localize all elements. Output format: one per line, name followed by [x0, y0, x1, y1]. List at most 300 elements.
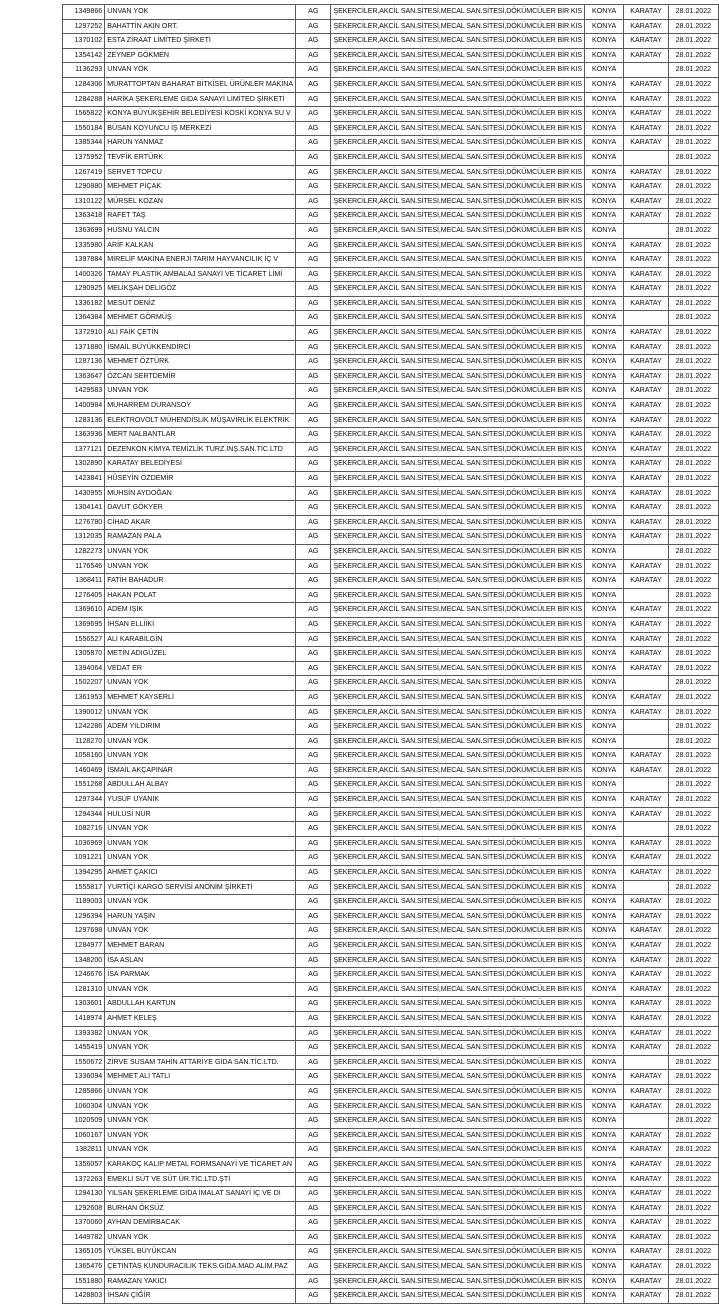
cell-date[interactable]: 28.01.2022 — [668, 749, 718, 764]
cell-name[interactable]: UNVAN YOK — [105, 822, 296, 837]
cell-id[interactable]: 1176546 — [63, 559, 105, 574]
cell-id[interactable]: 1060167 — [63, 1128, 105, 1143]
cell-date[interactable]: 28.01.2022 — [668, 136, 718, 151]
cell-id[interactable]: 1385344 — [63, 136, 105, 151]
cell-id[interactable]: 1354142 — [63, 48, 105, 63]
table-row[interactable] — [63, 1084, 719, 1099]
cell-type[interactable]: AG — [296, 1230, 331, 1245]
cell-id[interactable]: 1365105 — [63, 1245, 105, 1260]
cell-date[interactable]: 28.01.2022 — [668, 647, 718, 662]
cell-date[interactable]: 28.01.2022 — [668, 413, 718, 428]
cell-district[interactable]: KARATAY — [624, 617, 669, 632]
table-row[interactable] — [63, 282, 719, 297]
table-row[interactable] — [63, 1201, 719, 1216]
table-row[interactable] — [63, 851, 719, 866]
cell-date[interactable]: 28.01.2022 — [668, 661, 718, 676]
cell-address[interactable]: ŞEKERCİLER,AKCİL SAN.SİTESİ,MECAL SAN.SİTESİ,DÖKÜMCÜLER BİR KIS — [331, 778, 585, 793]
cell-type[interactable]: AG — [296, 48, 331, 63]
cell-district[interactable] — [624, 63, 669, 78]
cell-district[interactable]: KARATAY — [624, 1084, 669, 1099]
cell-city[interactable]: KONYA — [585, 939, 624, 954]
cell-date[interactable]: 28.01.2022 — [668, 982, 718, 997]
cell-name[interactable]: HAKAN POLAT — [105, 588, 296, 603]
cell-name[interactable]: KONYA BÜYÜKŞEHİR BELEDİYESİ KOSKİ KONYA SU V — [105, 107, 296, 122]
table-row[interactable] — [63, 690, 719, 705]
cell-id[interactable]: 1400326 — [63, 267, 105, 282]
cell-district[interactable]: KARATAY — [624, 1026, 669, 1041]
cell-type[interactable]: AG — [296, 442, 331, 457]
cell-id[interactable]: 1394064 — [63, 661, 105, 676]
cell-type[interactable]: AG — [296, 1055, 331, 1070]
table-row[interactable] — [63, 1041, 719, 1056]
cell-type[interactable]: AG — [296, 617, 331, 632]
cell-name[interactable]: BURHAN ÖKSÜZ — [105, 1201, 296, 1216]
cell-district[interactable]: KARATAY — [624, 136, 669, 151]
cell-district[interactable]: KARATAY — [624, 428, 669, 443]
cell-district[interactable] — [624, 676, 669, 691]
cell-id[interactable]: 1370102 — [63, 34, 105, 49]
cell-city[interactable]: KONYA — [585, 1216, 624, 1231]
cell-id[interactable]: 1290880 — [63, 180, 105, 195]
cell-city[interactable]: KONYA — [585, 399, 624, 414]
cell-district[interactable]: KARATAY — [624, 661, 669, 676]
cell-type[interactable]: AG — [296, 1157, 331, 1172]
cell-city[interactable]: KONYA — [585, 107, 624, 122]
cell-address[interactable]: ŞEKERCİLER,AKCİL SAN.SİTESİ,MECAL SAN.SİTESİ,DÖKÜMCÜLER BİR KIS — [331, 501, 585, 516]
table-row[interactable] — [63, 136, 719, 151]
cell-type[interactable]: AG — [296, 472, 331, 487]
cell-id[interactable]: 1550184 — [63, 121, 105, 136]
cell-name[interactable]: ABDULLAH KARTUN — [105, 997, 296, 1012]
cell-type[interactable]: AG — [296, 632, 331, 647]
cell-date[interactable]: 28.01.2022 — [668, 880, 718, 895]
cell-district[interactable]: KARATAY — [624, 1230, 669, 1245]
cell-id[interactable]: 1555817 — [63, 880, 105, 895]
cell-type[interactable]: AG — [296, 807, 331, 822]
cell-type[interactable]: AG — [296, 369, 331, 384]
cell-date[interactable]: 28.01.2022 — [668, 1084, 718, 1099]
cell-city[interactable]: KONYA — [585, 180, 624, 195]
cell-address[interactable]: ŞEKERCİLER,AKCİL SAN.SİTESİ,MECAL SAN.SİTESİ,DÖKÜMCÜLER BİR KIS — [331, 1128, 585, 1143]
cell-id[interactable]: 1294130 — [63, 1187, 105, 1202]
cell-district[interactable]: KARATAY — [624, 267, 669, 282]
cell-address[interactable]: ŞEKERCİLER,AKCİL SAN.SİTESİ,MECAL SAN.SİTESİ,DÖKÜMCÜLER BİR KIS — [331, 807, 585, 822]
cell-address[interactable]: ŞEKERCİLER,AKCİL SAN.SİTESİ,MECAL SAN.SİTESİ,DÖKÜMCÜLER BİR KIS — [331, 836, 585, 851]
table-row[interactable] — [63, 399, 719, 414]
table-row[interactable] — [63, 253, 719, 268]
cell-city[interactable]: KONYA — [585, 1041, 624, 1056]
cell-type[interactable]: AG — [296, 997, 331, 1012]
cell-district[interactable]: KARATAY — [624, 399, 669, 414]
table-row[interactable] — [63, 501, 719, 516]
cell-district[interactable]: KARATAY — [624, 968, 669, 983]
cell-address[interactable]: ŞEKERCİLER,AKCİL SAN.SİTESİ,MECAL SAN.SİTESİ,DÖKÜMCÜLER BİR KIS — [331, 384, 585, 399]
cell-name[interactable]: HARİKA ŞEKERLEME GIDA SANAYİ LİMİTED ŞİRKETİ — [105, 92, 296, 107]
cell-type[interactable]: AG — [296, 1041, 331, 1056]
cell-name[interactable]: DEZENKON KİMYA TEMİZLİK TURZ.İNŞ.SAN.TİC.LTD — [105, 442, 296, 457]
cell-district[interactable]: KARATAY — [624, 1274, 669, 1289]
cell-address[interactable]: ŞEKERCİLER,AKCİL SAN.SİTESİ,MECAL SAN.SİTESİ,DÖKÜMCÜLER BİR KIS — [331, 92, 585, 107]
cell-city[interactable]: KONYA — [585, 253, 624, 268]
cell-type[interactable]: AG — [296, 413, 331, 428]
cell-date[interactable]: 28.01.2022 — [668, 515, 718, 530]
cell-city[interactable]: KONYA — [585, 369, 624, 384]
table-row[interactable] — [63, 866, 719, 881]
cell-id[interactable]: 1036969 — [63, 836, 105, 851]
table-row[interactable] — [63, 1245, 719, 1260]
cell-id[interactable]: 1294344 — [63, 807, 105, 822]
cell-type[interactable]: AG — [296, 1216, 331, 1231]
cell-name[interactable]: ARİF KALKAN — [105, 238, 296, 253]
table-row[interactable] — [63, 355, 719, 370]
cell-id[interactable]: 1400984 — [63, 399, 105, 414]
table-row[interactable] — [63, 968, 719, 983]
cell-city[interactable]: KONYA — [585, 194, 624, 209]
cell-address[interactable]: ŞEKERCİLER,AKCİL SAN.SİTESİ,MECAL SAN.SİTESİ,DÖKÜMCÜLER BİR KIS — [331, 238, 585, 253]
cell-type[interactable]: AG — [296, 5, 331, 20]
cell-type[interactable]: AG — [296, 851, 331, 866]
cell-city[interactable]: KONYA — [585, 1157, 624, 1172]
cell-address[interactable]: ŞEKERCİLER,AKCİL SAN.SİTESİ,MECAL SAN.SİTESİ,DÖKÜMCÜLER BİR KIS — [331, 1084, 585, 1099]
cell-city[interactable]: KONYA — [585, 5, 624, 20]
cell-address[interactable]: ŞEKERCİLER,AKCİL SAN.SİTESİ,MECAL SAN.SİTESİ,DÖKÜMCÜLER BİR KIS — [331, 399, 585, 414]
cell-city[interactable]: KONYA — [585, 1230, 624, 1245]
table-row[interactable] — [63, 238, 719, 253]
cell-date[interactable]: 28.01.2022 — [668, 1172, 718, 1187]
cell-name[interactable]: ALİ FAİK ÇETİN — [105, 326, 296, 341]
cell-name[interactable]: SERVET TOPCU — [105, 165, 296, 180]
cell-type[interactable]: AG — [296, 384, 331, 399]
cell-name[interactable]: MİRELİF MAKİNA ENERJİ TARIM HAYVANCILIK İÇ V — [105, 253, 296, 268]
cell-date[interactable]: 28.01.2022 — [668, 150, 718, 165]
cell-district[interactable]: KARATAY — [624, 632, 669, 647]
cell-id[interactable]: 1060304 — [63, 1099, 105, 1114]
cell-date[interactable]: 28.01.2022 — [668, 997, 718, 1012]
cell-id[interactable]: 1284977 — [63, 939, 105, 954]
cell-type[interactable]: AG — [296, 559, 331, 574]
cell-id[interactable]: 1397884 — [63, 253, 105, 268]
cell-name[interactable]: HARUN YAŞIN — [105, 909, 296, 924]
table-row[interactable] — [63, 1260, 719, 1275]
cell-name[interactable]: UNVAN YOK — [105, 63, 296, 78]
table-row[interactable] — [63, 107, 719, 122]
table-row[interactable] — [63, 180, 719, 195]
cell-date[interactable]: 28.01.2022 — [668, 1041, 718, 1056]
cell-type[interactable]: AG — [296, 136, 331, 151]
cell-name[interactable]: MEHMET PIÇAK — [105, 180, 296, 195]
cell-district[interactable]: KARATAY — [624, 384, 669, 399]
cell-address[interactable]: ŞEKERCİLER,AKCİL SAN.SİTESİ,MECAL SAN.SİTESİ,DÖKÜMCÜLER BİR KIS — [331, 428, 585, 443]
cell-address[interactable]: ŞEKERCİLER,AKCİL SAN.SİTESİ,MECAL SAN.SİTESİ,DÖKÜMCÜLER BİR KIS — [331, 939, 585, 954]
cell-name[interactable]: UNVAN YOK — [105, 705, 296, 720]
cell-date[interactable]: 28.01.2022 — [668, 428, 718, 443]
cell-address[interactable]: ŞEKERCİLER,AKCİL SAN.SİTESİ,MECAL SAN.SİTESİ,DÖKÜMCÜLER BİR KIS — [331, 1055, 585, 1070]
cell-city[interactable]: KONYA — [585, 793, 624, 808]
table-row[interactable] — [63, 223, 719, 238]
cell-type[interactable]: AG — [296, 223, 331, 238]
table-row[interactable] — [63, 1070, 719, 1085]
cell-date[interactable]: 28.01.2022 — [668, 165, 718, 180]
cell-city[interactable]: KONYA — [585, 530, 624, 545]
cell-district[interactable]: KARATAY — [624, 253, 669, 268]
cell-name[interactable]: ADEM YILDIRIM — [105, 720, 296, 735]
table-row[interactable] — [63, 647, 719, 662]
cell-name[interactable]: MUHARREM DURANSOY — [105, 399, 296, 414]
cell-district[interactable] — [624, 880, 669, 895]
cell-type[interactable]: AG — [296, 486, 331, 501]
cell-date[interactable]: 28.01.2022 — [668, 399, 718, 414]
cell-name[interactable]: MEHMET GÖRMÜŞ — [105, 311, 296, 326]
cell-type[interactable]: AG — [296, 355, 331, 370]
cell-type[interactable]: AG — [296, 1172, 331, 1187]
cell-date[interactable]: 28.01.2022 — [668, 223, 718, 238]
table-row[interactable] — [63, 457, 719, 472]
cell-name[interactable]: MURATTOPTAN BAHARAT BİTKİSEL ÜRÜNLER MAKİNA — [105, 77, 296, 92]
cell-id[interactable]: 1372910 — [63, 326, 105, 341]
cell-name[interactable]: UNVAN YOK — [105, 1026, 296, 1041]
cell-district[interactable]: KARATAY — [624, 530, 669, 545]
cell-address[interactable]: ŞEKERCİLER,AKCİL SAN.SİTESİ,MECAL SAN.SİTESİ,DÖKÜMCÜLER BİR KIS — [331, 822, 585, 837]
cell-city[interactable]: KONYA — [585, 428, 624, 443]
table-row[interactable] — [63, 369, 719, 384]
cell-id[interactable]: 1551880 — [63, 1274, 105, 1289]
cell-id[interactable]: 1455419 — [63, 1041, 105, 1056]
cell-district[interactable]: KARATAY — [624, 121, 669, 136]
cell-type[interactable]: AG — [296, 63, 331, 78]
cell-id[interactable]: 1296394 — [63, 909, 105, 924]
cell-city[interactable]: KONYA — [585, 515, 624, 530]
cell-name[interactable]: AHMET KELEŞ — [105, 1011, 296, 1026]
cell-name[interactable]: YÜKSEL BÜYÜKCAN — [105, 1245, 296, 1260]
cell-name[interactable]: İHSAN ÇİĞİR — [105, 1289, 296, 1304]
cell-type[interactable]: AG — [296, 647, 331, 662]
cell-address[interactable]: ŞEKERCİLER,AKCİL SAN.SİTESİ,MECAL SAN.SİTESİ,DÖKÜMCÜLER BİR KIS — [331, 982, 585, 997]
cell-type[interactable]: AG — [296, 1143, 331, 1158]
cell-district[interactable]: KARATAY — [624, 1157, 669, 1172]
cell-date[interactable]: 28.01.2022 — [668, 92, 718, 107]
cell-date[interactable]: 28.01.2022 — [668, 457, 718, 472]
cell-type[interactable]: AG — [296, 1128, 331, 1143]
cell-date[interactable]: 28.01.2022 — [668, 1245, 718, 1260]
cell-address[interactable]: ŞEKERCİLER,AKCİL SAN.SİTESİ,MECAL SAN.SİTESİ,DÖKÜMCÜLER BİR KIS — [331, 690, 585, 705]
cell-address[interactable]: ŞEKERCİLER,AKCİL SAN.SİTESİ,MECAL SAN.SİTESİ,DÖKÜMCÜLER BİR KIS — [331, 617, 585, 632]
cell-district[interactable]: KARATAY — [624, 486, 669, 501]
cell-date[interactable]: 28.01.2022 — [668, 1099, 718, 1114]
cell-city[interactable]: KONYA — [585, 1026, 624, 1041]
table-row[interactable] — [63, 1230, 719, 1245]
cell-city[interactable]: KONYA — [585, 720, 624, 735]
cell-date[interactable]: 28.01.2022 — [668, 953, 718, 968]
cell-name[interactable]: HUSNU YALCIN — [105, 223, 296, 238]
cell-district[interactable]: KARATAY — [624, 1245, 669, 1260]
cell-id[interactable]: 1418974 — [63, 1011, 105, 1026]
cell-city[interactable]: KONYA — [585, 1084, 624, 1099]
cell-id[interactable]: 1349866 — [63, 5, 105, 20]
cell-type[interactable]: AG — [296, 763, 331, 778]
cell-name[interactable]: KARATAY BELEDİYESİ — [105, 457, 296, 472]
cell-district[interactable]: KARATAY — [624, 238, 669, 253]
cell-type[interactable]: AG — [296, 515, 331, 530]
cell-city[interactable]: KONYA — [585, 355, 624, 370]
cell-city[interactable]: KONYA — [585, 588, 624, 603]
cell-name[interactable]: UNVAN YOK — [105, 851, 296, 866]
cell-id[interactable]: 1242286 — [63, 720, 105, 735]
cell-type[interactable]: AG — [296, 267, 331, 282]
cell-name[interactable]: UNVAN YOK — [105, 982, 296, 997]
cell-name[interactable]: İSA PARMAK — [105, 968, 296, 983]
cell-name[interactable]: YUSUF UYANIK — [105, 793, 296, 808]
cell-type[interactable]: AG — [296, 588, 331, 603]
cell-name[interactable]: ZİRVE SUSAM TAHİN ATTARİYE GIDA SAN.TİC.LTD. — [105, 1055, 296, 1070]
cell-name[interactable]: MÜRSEL KOZAN — [105, 194, 296, 209]
table-row[interactable] — [63, 836, 719, 851]
table-row[interactable] — [63, 749, 719, 764]
cell-address[interactable]: ŞEKERCİLER,AKCİL SAN.SİTESİ,MECAL SAN.SİTESİ,DÖKÜMCÜLER BİR KIS — [331, 1274, 585, 1289]
cell-name[interactable]: MEHMET ALİ TATLI — [105, 1070, 296, 1085]
cell-id[interactable]: 1336094 — [63, 1070, 105, 1085]
cell-date[interactable]: 28.01.2022 — [668, 574, 718, 589]
cell-type[interactable]: AG — [296, 866, 331, 881]
cell-id[interactable]: 1371880 — [63, 340, 105, 355]
cell-city[interactable]: KONYA — [585, 472, 624, 487]
cell-district[interactable]: KARATAY — [624, 472, 669, 487]
table-row[interactable] — [63, 617, 719, 632]
cell-district[interactable]: KARATAY — [624, 793, 669, 808]
table-row[interactable] — [63, 734, 719, 749]
cell-id[interactable]: 1361953 — [63, 690, 105, 705]
table-row[interactable] — [63, 150, 719, 165]
cell-city[interactable]: KONYA — [585, 1099, 624, 1114]
cell-district[interactable]: KARATAY — [624, 1172, 669, 1187]
cell-name[interactable]: TAMAY PLASTİK AMBALAJ SANAYİ VE TİCARET LİMİ — [105, 267, 296, 282]
cell-id[interactable]: 1305870 — [63, 647, 105, 662]
cell-district[interactable] — [624, 223, 669, 238]
cell-id[interactable]: 1390012 — [63, 705, 105, 720]
cell-type[interactable]: AG — [296, 1026, 331, 1041]
table-row[interactable] — [63, 194, 719, 209]
cell-district[interactable] — [624, 150, 669, 165]
cell-date[interactable]: 28.01.2022 — [668, 311, 718, 326]
cell-name[interactable]: AYHAN DEMİRBACAK — [105, 1216, 296, 1231]
table-row[interactable] — [63, 1011, 719, 1026]
cell-id[interactable]: 1058160 — [63, 749, 105, 764]
cell-city[interactable]: KONYA — [585, 661, 624, 676]
cell-name[interactable]: UNVAN YOK — [105, 1084, 296, 1099]
cell-type[interactable]: AG — [296, 340, 331, 355]
cell-district[interactable] — [624, 311, 669, 326]
table-row[interactable] — [63, 1172, 719, 1187]
cell-type[interactable]: AG — [296, 253, 331, 268]
cell-name[interactable]: UNVAN YOK — [105, 734, 296, 749]
cell-city[interactable]: KONYA — [585, 150, 624, 165]
cell-id[interactable]: 1365476 — [63, 1260, 105, 1275]
cell-address[interactable]: ŞEKERCİLER,AKCİL SAN.SİTESİ,MECAL SAN.SİTESİ,DÖKÜMCÜLER BİR KIS — [331, 603, 585, 618]
cell-address[interactable]: ŞEKERCİLER,AKCİL SAN.SİTESİ,MECAL SAN.SİTESİ,DÖKÜMCÜLER BİR KIS — [331, 676, 585, 691]
cell-date[interactable]: 28.01.2022 — [668, 1157, 718, 1172]
cell-id[interactable]: 1348200 — [63, 953, 105, 968]
cell-district[interactable]: KARATAY — [624, 48, 669, 63]
cell-name[interactable]: MERT NALBANTLAR — [105, 428, 296, 443]
cell-address[interactable]: ŞEKERCİLER,AKCİL SAN.SİTESİ,MECAL SAN.SİTESİ,DÖKÜMCÜLER BİR KIS — [331, 457, 585, 472]
cell-district[interactable]: KARATAY — [624, 939, 669, 954]
cell-district[interactable]: KARATAY — [624, 574, 669, 589]
cell-district[interactable]: KARATAY — [624, 603, 669, 618]
cell-id[interactable]: 1281310 — [63, 982, 105, 997]
cell-id[interactable]: 1368411 — [63, 574, 105, 589]
cell-date[interactable]: 28.01.2022 — [668, 442, 718, 457]
table-row[interactable] — [63, 793, 719, 808]
cell-name[interactable]: RAMAZAN YAKICI — [105, 1274, 296, 1289]
table-row[interactable] — [63, 326, 719, 341]
cell-name[interactable]: YURTİÇİ KARGO SERVİSİ ANONİM ŞİRKETİ — [105, 880, 296, 895]
cell-district[interactable]: KARATAY — [624, 1216, 669, 1231]
cell-name[interactable]: EMEKLİ SÜT VE SÜT ÜR.TİC.LTD.ŞTİ — [105, 1172, 296, 1187]
cell-type[interactable]: AG — [296, 1114, 331, 1129]
cell-name[interactable]: UNVAN YOK — [105, 1099, 296, 1114]
cell-address[interactable]: ŞEKERCİLER,AKCİL SAN.SİTESİ,MECAL SAN.SİTESİ,DÖKÜMCÜLER BİR KIS — [331, 1172, 585, 1187]
cell-city[interactable]: KONYA — [585, 48, 624, 63]
cell-city[interactable]: KONYA — [585, 763, 624, 778]
cell-date[interactable]: 28.01.2022 — [668, 617, 718, 632]
cell-type[interactable]: AG — [296, 92, 331, 107]
cell-city[interactable]: KONYA — [585, 1011, 624, 1026]
cell-date[interactable]: 28.01.2022 — [668, 369, 718, 384]
cell-id[interactable]: 1369695 — [63, 617, 105, 632]
cell-type[interactable]: AG — [296, 793, 331, 808]
cell-id[interactable]: 1276405 — [63, 588, 105, 603]
cell-city[interactable]: KONYA — [585, 544, 624, 559]
cell-address[interactable]: ŞEKERCİLER,AKCİL SAN.SİTESİ,MECAL SAN.SİTESİ,DÖKÜMCÜLER BİR KIS — [331, 472, 585, 487]
cell-id[interactable]: 1363418 — [63, 209, 105, 224]
cell-city[interactable]: KONYA — [585, 1289, 624, 1304]
cell-address[interactable]: ŞEKERCİLER,AKCİL SAN.SİTESİ,MECAL SAN.SİTESİ,DÖKÜMCÜLER BİR KIS — [331, 150, 585, 165]
cell-district[interactable]: KARATAY — [624, 282, 669, 297]
cell-address[interactable]: ŞEKERCİLER,AKCİL SAN.SİTESİ,MECAL SAN.SİTESİ,DÖKÜMCÜLER BİR KIS — [331, 968, 585, 983]
cell-district[interactable]: KARATAY — [624, 355, 669, 370]
table-row[interactable] — [63, 895, 719, 910]
cell-type[interactable]: AG — [296, 1289, 331, 1304]
cell-city[interactable]: KONYA — [585, 1143, 624, 1158]
cell-id[interactable]: 1297252 — [63, 19, 105, 34]
cell-address[interactable]: ŞEKERCİLER,AKCİL SAN.SİTESİ,MECAL SAN.SİTESİ,DÖKÜMCÜLER BİR KIS — [331, 1099, 585, 1114]
cell-address[interactable]: ŞEKERCİLER,AKCİL SAN.SİTESİ,MECAL SAN.SİTESİ,DÖKÜMCÜLER BİR KIS — [331, 1260, 585, 1275]
cell-name[interactable]: UNVAN YOK — [105, 749, 296, 764]
cell-address[interactable]: ŞEKERCİLER,AKCİL SAN.SİTESİ,MECAL SAN.SİTESİ,DÖKÜMCÜLER BİR KIS — [331, 180, 585, 195]
cell-address[interactable]: ŞEKERCİLER,AKCİL SAN.SİTESİ,MECAL SAN.SİTESİ,DÖKÜMCÜLER BİR KIS — [331, 209, 585, 224]
cell-city[interactable]: KONYA — [585, 77, 624, 92]
cell-date[interactable]: 28.01.2022 — [668, 48, 718, 63]
cell-name[interactable]: UNVAN YOK — [105, 1041, 296, 1056]
cell-address[interactable]: ŞEKERCİLER,AKCİL SAN.SİTESİ,MECAL SAN.SİTESİ,DÖKÜMCÜLER BİR KIS — [331, 107, 585, 122]
cell-address[interactable]: ŞEKERCİLER,AKCİL SAN.SİTESİ,MECAL SAN.SİTESİ,DÖKÜMCÜLER BİR KIS — [331, 997, 585, 1012]
cell-city[interactable]: KONYA — [585, 63, 624, 78]
cell-district[interactable]: KARATAY — [624, 1201, 669, 1216]
cell-date[interactable]: 28.01.2022 — [668, 559, 718, 574]
cell-id[interactable]: 1282273 — [63, 544, 105, 559]
cell-district[interactable] — [624, 1114, 669, 1129]
cell-id[interactable]: 1082716 — [63, 822, 105, 837]
cell-address[interactable]: ŞEKERCİLER,AKCİL SAN.SİTESİ,MECAL SAN.SİTESİ,DÖKÜMCÜLER BİR KIS — [331, 720, 585, 735]
cell-city[interactable]: KONYA — [585, 866, 624, 881]
cell-id[interactable]: 1423841 — [63, 472, 105, 487]
cell-date[interactable]: 28.01.2022 — [668, 588, 718, 603]
cell-name[interactable]: MEHMET ÖZTÜRK — [105, 355, 296, 370]
cell-address[interactable]: ŞEKERCİLER,AKCİL SAN.SİTESİ,MECAL SAN.SİTESİ,DÖKÜMCÜLER BİR KIS — [331, 296, 585, 311]
cell-id[interactable]: 1363647 — [63, 369, 105, 384]
table-row[interactable] — [63, 5, 719, 20]
cell-district[interactable]: KARATAY — [624, 19, 669, 34]
cell-district[interactable]: KARATAY — [624, 997, 669, 1012]
